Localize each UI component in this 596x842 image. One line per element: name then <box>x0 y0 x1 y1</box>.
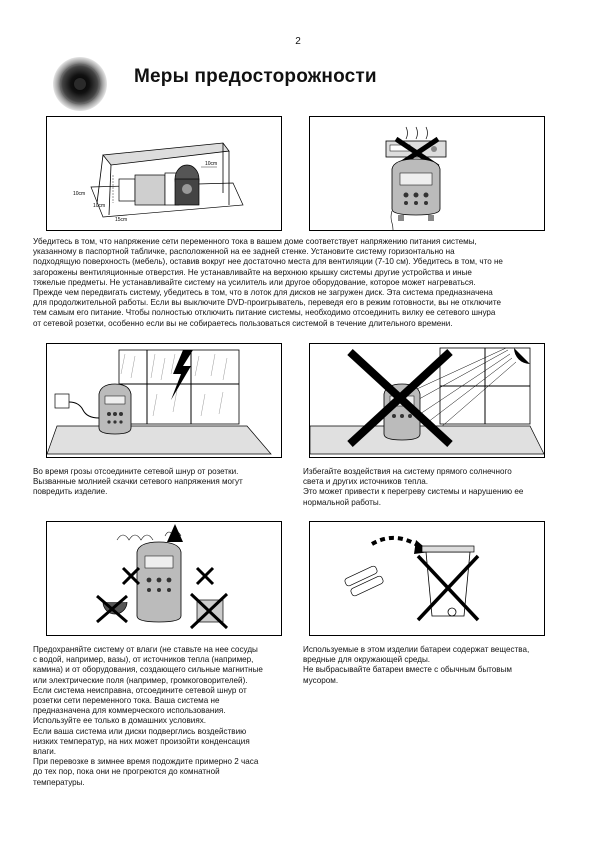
ventilation-illustration <box>46 116 282 231</box>
moisture-line: Предохраняйте систему от влаги (не ставьте на нее сосуды <box>33 645 258 654</box>
intro-line: указанному в паспортной табличке, расположенной на ее задней стенке. Установите систему горизонтально на <box>33 247 455 257</box>
intro-line: Прежде чем передвигать систему, убедитесь в том, что в лоток для дисков не загружен диск. Эта система предназначена <box>33 288 493 298</box>
dimension-label-bottom: 15cm <box>115 217 128 223</box>
moisture-paragraph <box>33 645 263 788</box>
sunlight-illustration <box>309 343 545 458</box>
disc-icon <box>52 56 108 112</box>
dimension-label-top: 10cm <box>205 161 218 167</box>
moisture-line: влаги. <box>33 747 57 757</box>
storm-line: Вызванные молнией скачки сетевого напряжения могут <box>33 477 243 487</box>
moisture-line: или электрические поля (например, громкоговорителей). <box>33 675 248 685</box>
intro-paragraph <box>33 237 503 329</box>
battery-disposal-illustration <box>309 521 545 636</box>
moisture-line: Если ваша система или диски подверглись воздействию <box>33 726 247 736</box>
battery-line: Используемые в этом изделии батареи содержат вещества, <box>303 645 530 654</box>
moisture-line: розетки сети переменного тока. Ваша система не <box>33 696 220 706</box>
sun-line: Это может привести к перегреву системы и нарушению ее <box>303 487 524 497</box>
storm-line: Во время грозы отсоедините сетевой шнур от розетки. <box>33 467 239 476</box>
battery-line: Не выбрасывайте батареи вместе с обычным бытовым <box>303 665 512 675</box>
no-stacking-illustration <box>309 116 545 231</box>
page-title: Меры предосторожности <box>134 66 377 87</box>
moisture-line: предназначена для коммерческого использования. <box>33 706 226 716</box>
moisture-line: до тех пор, пока они не прогреются до комнатной <box>33 767 220 777</box>
intro-line: тяжелые предметы. Не устанавливайте систему на усилитель или другое оборудование, которое может нагреваться. <box>33 277 476 287</box>
storm-line: повредить изделие. <box>33 487 108 497</box>
moisture-line: температуры. <box>33 777 85 787</box>
moisture-line: При перевозке в зимнее время подождите примерно 2 часа <box>33 757 259 767</box>
sun-line: света и других источников тепла. <box>303 477 428 487</box>
storm-paragraph <box>33 467 243 498</box>
intro-line: от сетевой розетки, особенно если вы не собираетесь пользоваться системой в течение длительного времени. <box>33 318 453 328</box>
sun-line: Избегайте воздействия на систему прямого солнечного <box>303 467 512 476</box>
moisture-line: Используйте ее только в домашних условиях. <box>33 716 207 726</box>
dimension-label-left2: 10cm <box>93 203 106 209</box>
battery-line: мусором. <box>303 675 339 685</box>
moisture-line: низких температур, на них может произойти конденсация <box>33 736 250 746</box>
intro-line: загорожены вентиляционные отверстия. Не устанавливайте на верхнюю крышку системы другие устройства и иные <box>33 267 472 277</box>
intro-line: тем самым его питание. Чтобы полностью отключить питание системы, необходимо отсоединить вилку ее сетевого шнура <box>33 308 496 318</box>
moisture-line: с водой, например, вазы), от источников тепла (например, <box>33 655 254 665</box>
battery-paragraph <box>303 645 529 686</box>
intro-line: Убедитесь в том, что напряжение сети переменного тока в вашем доме соответствует напряжению питания системы, <box>33 237 477 246</box>
page-number: 2 <box>295 36 301 47</box>
sunlight-paragraph <box>303 467 523 508</box>
dimension-label-left: 10cm <box>73 191 86 197</box>
battery-line: вредные для окружающей среды. <box>303 655 431 665</box>
sun-line: нормальной работы. <box>303 497 381 507</box>
moisture-line: камина) и от оборудования, создающего сильные магнитные <box>33 665 263 675</box>
storm-illustration <box>46 343 282 458</box>
intro-line: подходящую поверхность (мебель), оставив вокруг нее достаточно места для вентиляции (7-10 см). Убедитесь в том, что не <box>33 257 503 267</box>
moisture-line: Если система неисправна, отсоедините сетевой шнур от <box>33 685 247 695</box>
intro-line: для продолжительной работы. Если вы выключите DVD-проигрыватель, переведя его в режим готовности, вы не отключите <box>33 298 501 308</box>
moisture-illustration <box>46 521 282 636</box>
